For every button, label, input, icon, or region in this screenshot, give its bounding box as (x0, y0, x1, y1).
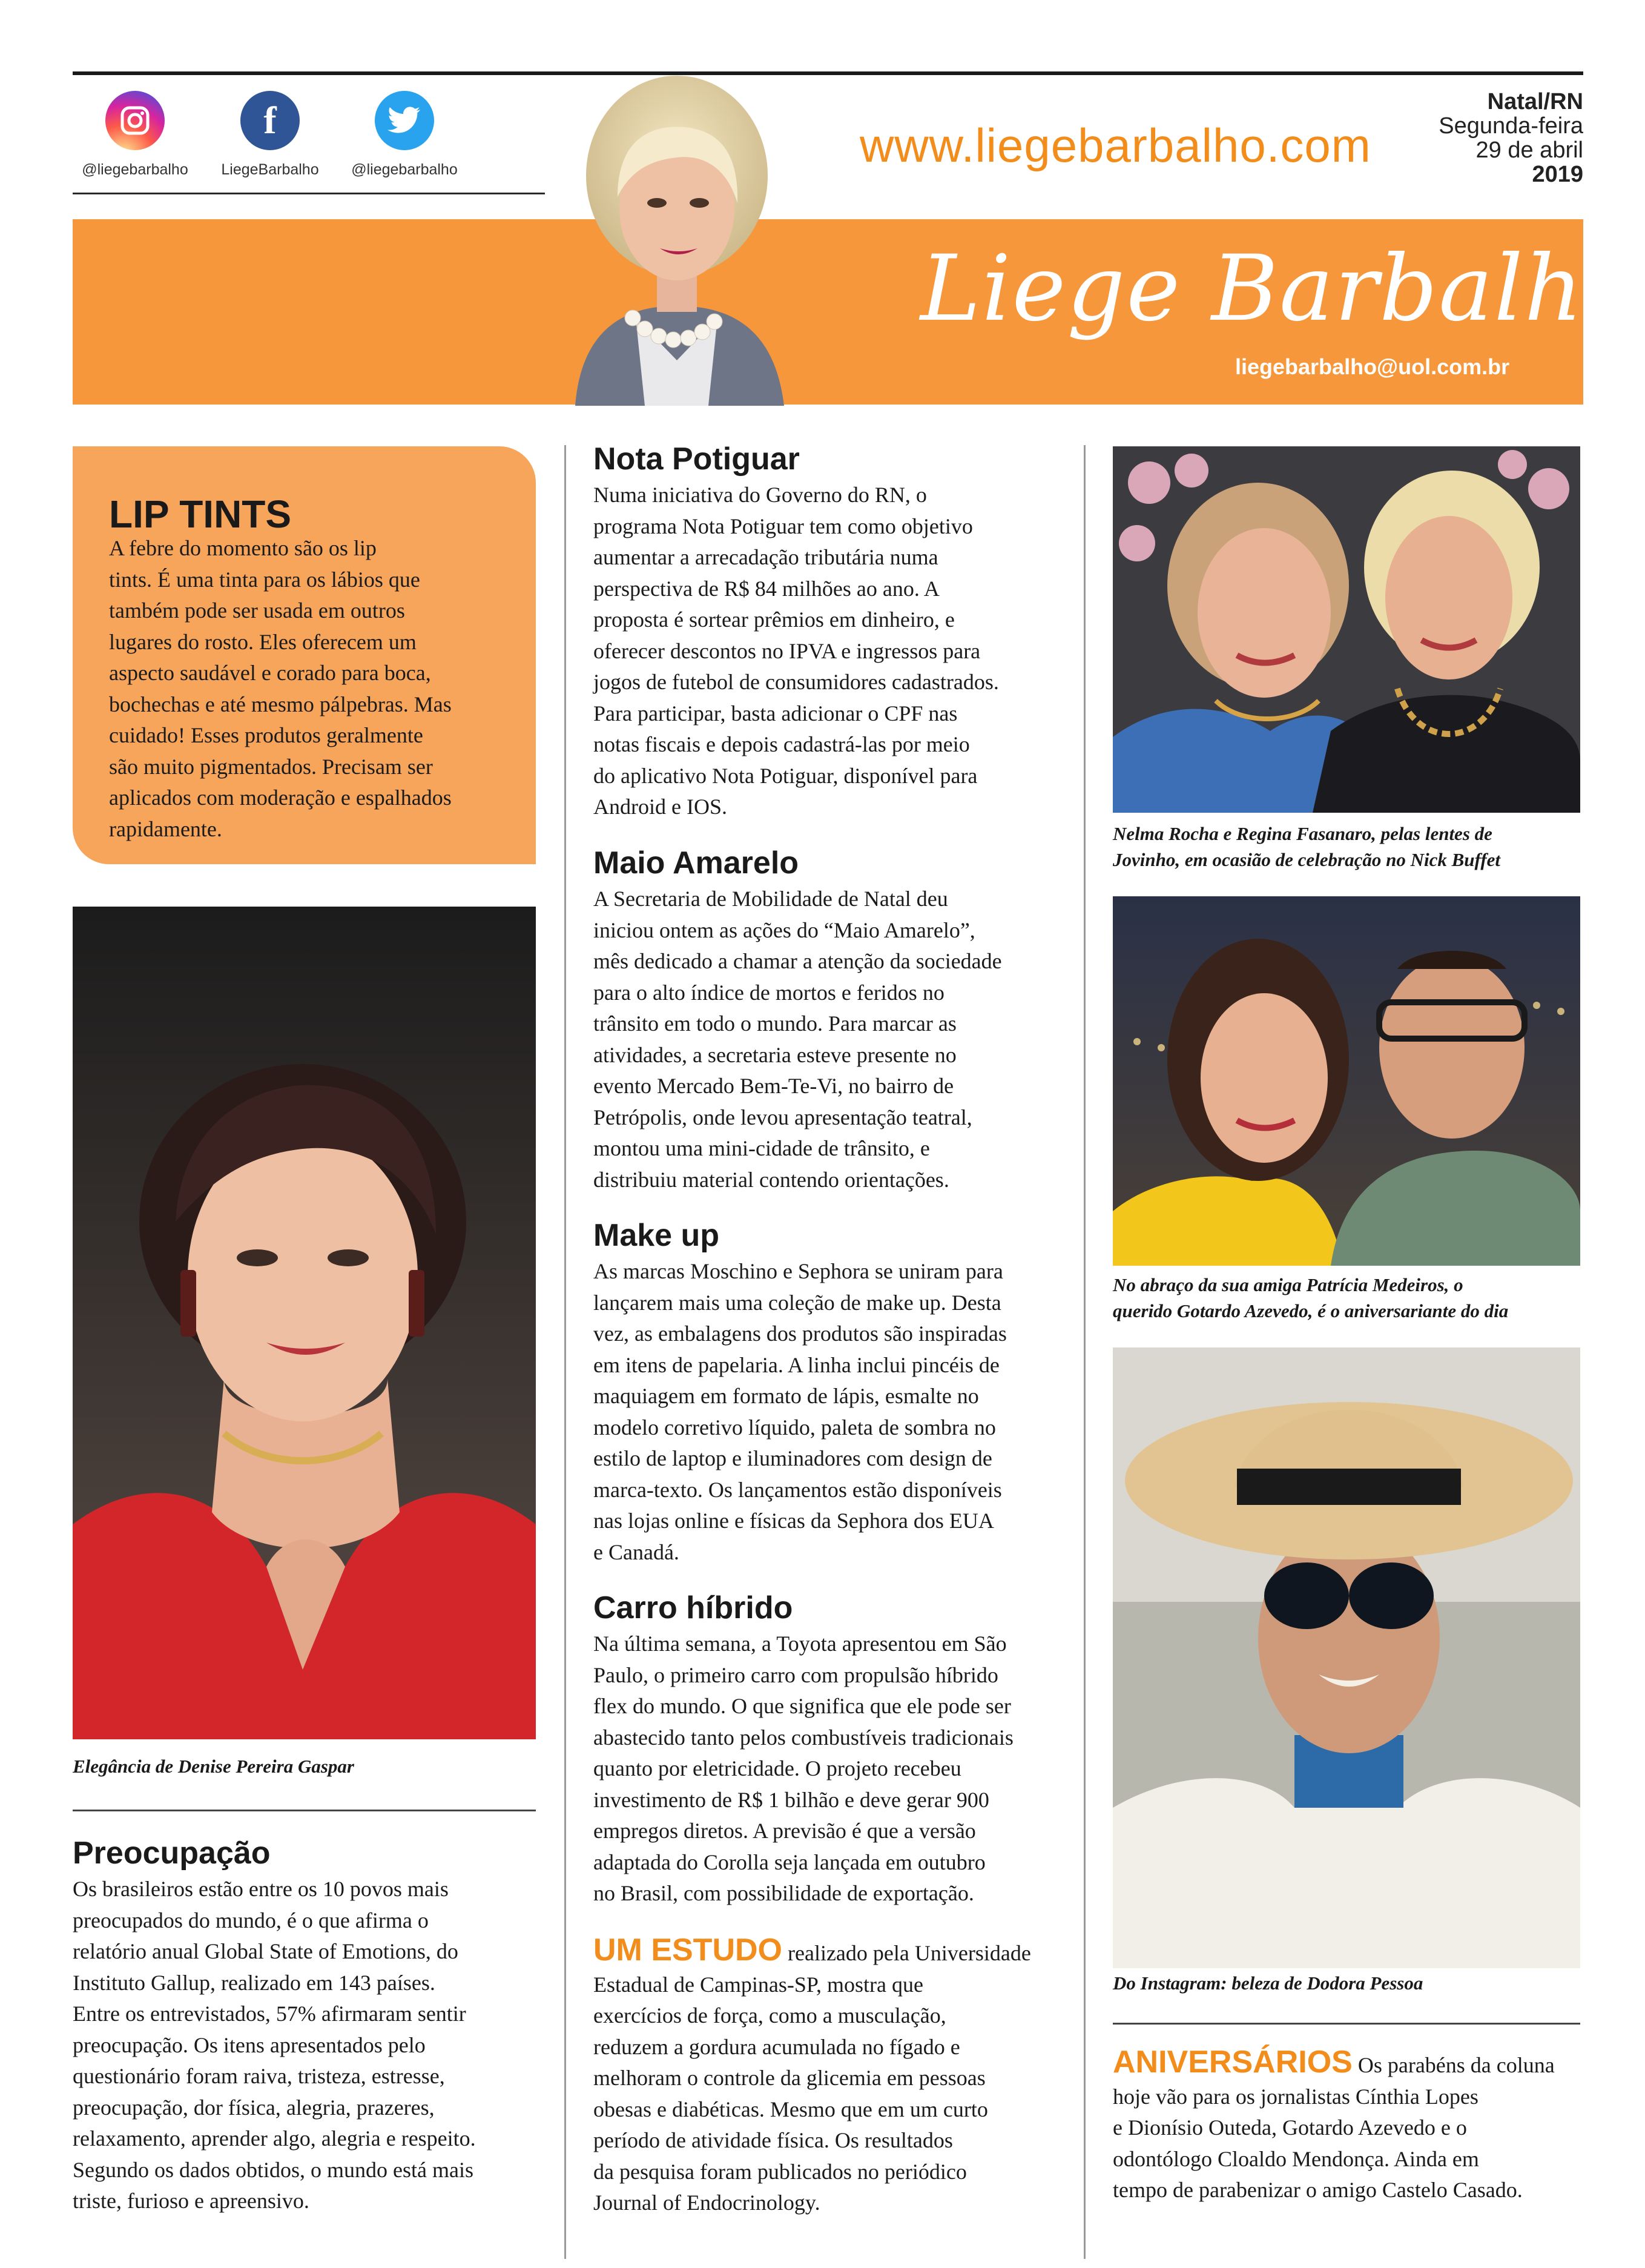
make-up-title: Make up (593, 1218, 720, 1253)
um-estudo-text: UM ESTUDO realizado pela Universidade Estadual de Campinas-SP, mostra que exercícios de força, como a musculação, reduzem a gordura acumulada no fígado e melhoram o controle da glicemia em pessoas obesas e diabéticas. Mesmo que em um curto período de atividade física. Os resultados da pesquisa foram publicados no periódico Journal of Endocrinology. (593, 1932, 1031, 2215)
maio-amarelo-title: Maio Amarelo (593, 845, 799, 881)
column-rule-1 (564, 445, 566, 2259)
lip-tints-title: LIP TINTS (109, 492, 292, 536)
caption-dodora: Do Instagram: beleza de Dodora Pessoa (1113, 1972, 1423, 1994)
columnist-email[interactable]: liegebarbalho@uol.com.br (1235, 354, 1510, 379)
nota-potiguar-text: Numa iniciativa do Governo do RN, o programa Nota Potiguar tem como objetivo aumentar a arrecadação tributária numa perspectiva de R$ 84 milhões ao ano. A proposta é sortear prêmios em dinheiro, e oferecer descontos no IPVA e ingressos para jogos de futebol de consumidores cadastrados. Para participar, basta adicionar o CPF nas notas fiscais e depois cadastrá-las por meio do aplicativo Nota Potiguar, disponível para Android e IOS. (593, 483, 999, 819)
um-estudo-head: UM ESTUDO (593, 1932, 782, 1968)
instagram-icon (105, 91, 165, 150)
make-up-text: As marcas Moschino e Sephora se uniram para lançarem mais uma coleção de make up. Desta vez, as embalagens dos produtos são inspiradas em itens de papelaria. A linha inclui pincéis de maquiagem em formato de lápis, esmalte no modelo corretivo líquido, paleta de sombra no estilo de laptop e iluminadores com design de marca-texto. Os lançamentos estão disponíveis nas lojas online e físicas da Sephora dos EUA e Canadá. (593, 1259, 1007, 1564)
photo-patricia-gotardo (1113, 896, 1580, 1266)
left-divider (73, 1810, 536, 1811)
city: Natal/RN (1487, 89, 1583, 114)
year: 2019 (1532, 162, 1583, 187)
facebook-handle: LiegeBarbalho (221, 161, 319, 178)
caption-patricia-gotardo: No abraço da sua amiga Patrícia Medeiros, o querido Gotardo Azevedo, é o aniversariante do dia (1113, 1274, 1509, 1321)
column-rule-2 (1084, 445, 1086, 2259)
photo-dodora (1113, 1347, 1580, 1968)
dateline (1439, 90, 1583, 187)
carro-hibrido-text: Na última semana, a Toyota apresentou em São Paulo, o primeiro carro com propulsão híbrido flex do mundo. O que significa que ele pode ser abastecido tanto pelos combustíveis tradicionais quanto por eletricidade. O projeto recebeu investimento de R$ 1 bilhão e deve gerar 900 empregos diretos. A previsão é que a versão adaptada do Corolla seja lançada em outubro no Brasil, com possibilidade de exportação. (593, 1632, 1014, 1905)
photo-nelma-regina (1113, 446, 1580, 813)
aniversarios-text: ANIVERSÁRIOS Os parabéns da coluna hoje vão para os jornalistas Cínthia Lopes e Dionísio Outeda, Gotardo Azevedo e o odontólogo Cloaldo Mendonça. Ainda em tempo de parabenizar o amigo Castelo Casado. (1113, 2045, 1555, 2202)
twitter-handle: @liegebarbalho (351, 161, 458, 178)
columnist-portrait (509, 76, 842, 406)
nota-potiguar-title: Nota Potiguar (593, 441, 800, 477)
aniversarios-head: ANIVERSÁRIOS (1113, 2045, 1353, 2080)
website-link[interactable]: www.liegebarbalho.com (860, 119, 1371, 172)
caption-nelma-regina: Nelma Rocha e Regina Fasanaro, pelas lentes de Jovinho, em ocasião de celebração no Nick Buffet (1113, 823, 1501, 870)
right-divider (1113, 2023, 1580, 2025)
social-facebook[interactable] (200, 91, 340, 179)
preocupacao-title: Preocupação (73, 1836, 271, 1871)
carro-hibrido-title: Carro híbrido (593, 1590, 793, 1625)
columnist-name: Liege Barbalho (920, 236, 1640, 342)
maio-amarelo-text: A Secretaria de Mobilidade de Natal deu iniciou ontem as ações do “Maio Amarelo”, mês dedicado a chamar a atenção da sociedade para o alto índice de mortos e feridos no trânsito em todo o mundo. Para marcar as atividades, a secretaria esteve presente no evento Mercado Bem-Te-Vi, no bairro de Petrópolis, onde levou apresentação teatral, montou uma mini-cidade de trânsito, e distribuiu material contendo orientações. (593, 887, 1002, 1192)
social-twitter[interactable] (335, 91, 474, 179)
caption-denise: Elegância de Denise Pereira Gaspar (73, 1756, 354, 1777)
photo-denise (73, 907, 536, 1739)
twitter-icon (375, 91, 434, 150)
social-instagram[interactable] (65, 91, 205, 179)
preocupacao-text: Os brasileiros estão entre os 10 povos mais preocupados do mundo, é o que afirma o relatório anual Global State of Emotions, do Instituto Gallup, realizado em 143 países. Entre os entrevistados, 57% afirmaram sentir preocupação. Os itens apresentados pelo questionário foram raiva, tristeza, estresse, preocupação, dor física, alegria, prazeres, relaxamento, aprender algo, alegria e respeito. Segundo os dados obtidos, o mundo está mais triste, furioso e apreensivo. (73, 1877, 476, 2213)
date: 29 de abril (1475, 137, 1583, 163)
lip-tints-text: A febre do momento são os lip tints. É uma tinta para os lábios que também pode ser usada em outros lugares do rosto. Eles oferecem um aspecto saudável e corado para boca, bochechas e até mesmo pálpebras. Mas cuidado! Esses produtos geralmente são muito pigmentados. Precisam ser aplicados com moderação e espalhados rapidamente. (109, 536, 452, 841)
facebook-icon: f (240, 91, 300, 150)
social-rule (73, 193, 545, 194)
weekday: Segunda-feira (1439, 113, 1583, 139)
top-rule (73, 71, 1583, 75)
instagram-handle: @liegebarbalho (82, 161, 188, 178)
